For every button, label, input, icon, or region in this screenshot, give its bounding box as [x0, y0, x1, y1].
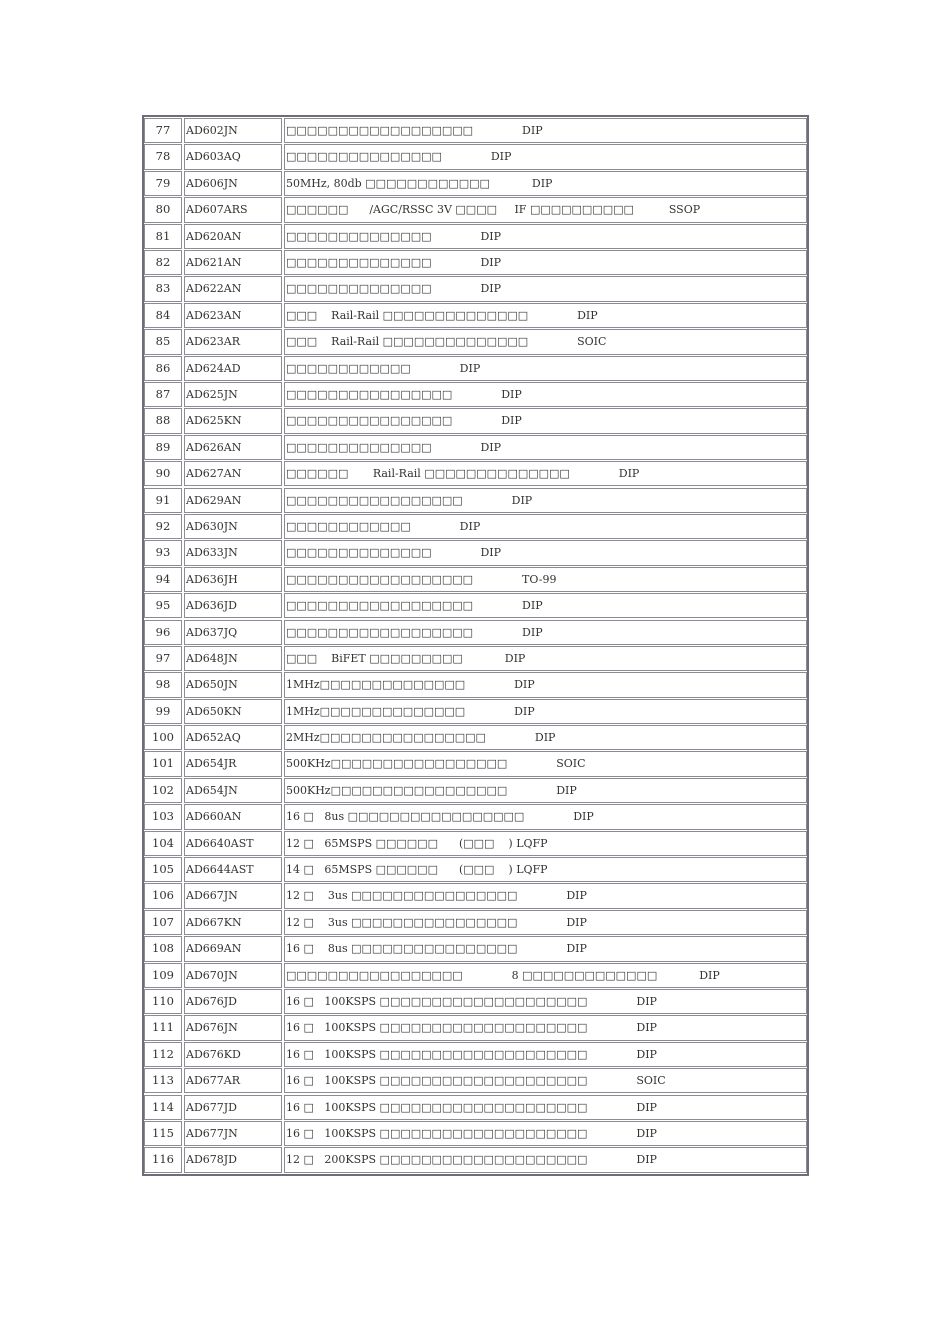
table-row: [144, 725, 807, 750]
part-description: □□□ BiFET □□□□□□□□□ DIP: [284, 646, 807, 671]
part-number: AD677JD: [184, 1095, 282, 1120]
part-description: 16 □ 100KSPS □□□□□□□□□□□□□□□□□□□□ DIP: [284, 1095, 807, 1120]
part-description: 12 □ 3us □□□□□□□□□□□□□□□□ DIP: [284, 910, 807, 935]
row-number: 107: [144, 910, 182, 935]
part-description: 14 □ 65MSPS □□□□□□ (□□□ ) LQFP: [284, 857, 807, 882]
part-number: AD630JN: [184, 514, 282, 539]
table-row: [144, 408, 807, 433]
row-number: 82: [144, 250, 182, 275]
table-row: [144, 883, 807, 908]
part-description: 1MHz□□□□□□□□□□□□□□ DIP: [284, 672, 807, 697]
row-number: 116: [144, 1147, 182, 1172]
part-description: □□□□□□□□□□□□□□□□□ DIP: [284, 488, 807, 513]
row-number: 80: [144, 197, 182, 222]
part-number: AD621AN: [184, 250, 282, 275]
table-row: [144, 1121, 807, 1146]
row-number: 100: [144, 725, 182, 750]
row-number: 89: [144, 435, 182, 460]
part-description: □□□□□□□□□□□□□□ DIP: [284, 435, 807, 460]
part-description: 50MHz, 80db □□□□□□□□□□□□ DIP: [284, 171, 807, 196]
row-number: 102: [144, 778, 182, 803]
row-number: 105: [144, 857, 182, 882]
table-row: [144, 699, 807, 724]
row-number: 78: [144, 144, 182, 169]
part-number: AD606JN: [184, 171, 282, 196]
table-row: [144, 963, 807, 988]
part-description: 12 □ 200KSPS □□□□□□□□□□□□□□□□□□□□ DIP: [284, 1147, 807, 1172]
part-number: AD6640AST: [184, 831, 282, 856]
part-description: 16 □ 100KSPS □□□□□□□□□□□□□□□□□□□□ SOIC: [284, 1068, 807, 1093]
part-number: AD602JN: [184, 118, 282, 143]
part-number: AD667JN: [184, 883, 282, 908]
row-number: 103: [144, 804, 182, 829]
table-row: [144, 329, 807, 354]
part-description: □□□□□□□□□□□□□□ DIP: [284, 250, 807, 275]
part-number: AD676JD: [184, 989, 282, 1014]
row-number: 109: [144, 963, 182, 988]
part-number: AD622AN: [184, 276, 282, 301]
table-row: [144, 171, 807, 196]
row-number: 101: [144, 751, 182, 776]
table-row: [144, 989, 807, 1014]
table-row: [144, 1095, 807, 1120]
table-row: [144, 197, 807, 222]
row-number: 114: [144, 1095, 182, 1120]
table-row: [144, 382, 807, 407]
part-number: AD6644AST: [184, 857, 282, 882]
row-number: 86: [144, 356, 182, 381]
table-row: [144, 488, 807, 513]
table-row: [144, 567, 807, 592]
row-number: 96: [144, 620, 182, 645]
part-description: 16 □ 100KSPS □□□□□□□□□□□□□□□□□□□□ DIP: [284, 1015, 807, 1040]
table-row: [144, 936, 807, 961]
part-number: AD636JH: [184, 567, 282, 592]
part-description: □□□□□□□□□□□□□□□□□□ DIP: [284, 593, 807, 618]
table-row: [144, 303, 807, 328]
table-row: [144, 144, 807, 169]
row-number: 95: [144, 593, 182, 618]
part-description: □□□□□□□□□□□□□□ DIP: [284, 540, 807, 565]
table-row: [144, 1015, 807, 1040]
table-row: [144, 593, 807, 618]
part-number: AD623AN: [184, 303, 282, 328]
part-number: AD625JN: [184, 382, 282, 407]
row-number: 90: [144, 461, 182, 486]
row-number: 112: [144, 1042, 182, 1067]
part-number: AD637JQ: [184, 620, 282, 645]
part-description: □□□□□□ /AGC/RSSC 3V □□□□ IF □□□□□□□□□□ SSOP: [284, 197, 807, 222]
table-row: [144, 804, 807, 829]
row-number: 97: [144, 646, 182, 671]
part-description: □□□□□□□□□□□□ DIP: [284, 514, 807, 539]
table-row: [144, 1068, 807, 1093]
part-description: □□□□□□□□□□□□□□□□□ 8 □□□□□□□□□□□□□ DIP: [284, 963, 807, 988]
row-number: 92: [144, 514, 182, 539]
part-description: □□□□□□ Rail-Rail □□□□□□□□□□□□□□ DIP: [284, 461, 807, 486]
row-number: 93: [144, 540, 182, 565]
row-number: 113: [144, 1068, 182, 1093]
table-row: [144, 857, 807, 882]
part-description: □□□□□□□□□□□□ DIP: [284, 356, 807, 381]
part-number: AD626AN: [184, 435, 282, 460]
part-number: AD627AN: [184, 461, 282, 486]
row-number: 91: [144, 488, 182, 513]
part-description: □□□□□□□□□□□□□□□ DIP: [284, 144, 807, 169]
part-number: AD654JR: [184, 751, 282, 776]
row-number: 88: [144, 408, 182, 433]
part-number: AD620AN: [184, 224, 282, 249]
part-description: 16 □ 100KSPS □□□□□□□□□□□□□□□□□□□□ DIP: [284, 1121, 807, 1146]
part-number: AD652AQ: [184, 725, 282, 750]
table-row: [144, 672, 807, 697]
row-number: 85: [144, 329, 182, 354]
part-number: AD678JD: [184, 1147, 282, 1172]
part-description: □□□□□□□□□□□□□□□□□□ TO-99: [284, 567, 807, 592]
part-description: 2MHz□□□□□□□□□□□□□□□□ DIP: [284, 725, 807, 750]
part-description: 16 □ 100KSPS □□□□□□□□□□□□□□□□□□□□ DIP: [284, 1042, 807, 1067]
part-number: AD633JN: [184, 540, 282, 565]
part-description: □□□□□□□□□□□□□□□□ DIP: [284, 382, 807, 407]
table-row: [144, 831, 807, 856]
table-row: [144, 435, 807, 460]
table-row: [144, 514, 807, 539]
table-row: [144, 356, 807, 381]
table-row: [144, 778, 807, 803]
part-number: AD676KD: [184, 1042, 282, 1067]
table-row: [144, 540, 807, 565]
part-number: AD624AD: [184, 356, 282, 381]
part-description: 500KHz□□□□□□□□□□□□□□□□□ DIP: [284, 778, 807, 803]
table-row: [144, 1147, 807, 1172]
parts-table: [142, 115, 809, 1176]
row-number: 111: [144, 1015, 182, 1040]
table-row: [144, 646, 807, 671]
table-row: [144, 250, 807, 275]
row-number: 87: [144, 382, 182, 407]
part-number: AD654JN: [184, 778, 282, 803]
row-number: 98: [144, 672, 182, 697]
part-number: AD625KN: [184, 408, 282, 433]
part-number: AD650KN: [184, 699, 282, 724]
part-description: 16 □ 8us □□□□□□□□□□□□□□□□ DIP: [284, 936, 807, 961]
part-number: AD629AN: [184, 488, 282, 513]
table-row: [144, 1042, 807, 1067]
table-row: [144, 461, 807, 486]
part-number: AD670JN: [184, 963, 282, 988]
part-description: □□□□□□□□□□□□□□□□□□ DIP: [284, 620, 807, 645]
row-number: 106: [144, 883, 182, 908]
part-number: AD636JD: [184, 593, 282, 618]
part-description: 16 □ 100KSPS □□□□□□□□□□□□□□□□□□□□ DIP: [284, 989, 807, 1014]
part-description: 16 □ 8us □□□□□□□□□□□□□□□□□ DIP: [284, 804, 807, 829]
part-number: AD623AR: [184, 329, 282, 354]
table-row: [144, 620, 807, 645]
part-description: □□□ Rail-Rail □□□□□□□□□□□□□□ SOIC: [284, 329, 807, 354]
row-number: 115: [144, 1121, 182, 1146]
row-number: 94: [144, 567, 182, 592]
row-number: 110: [144, 989, 182, 1014]
row-number: 81: [144, 224, 182, 249]
part-description: □□□□□□□□□□□□□□ DIP: [284, 224, 807, 249]
part-number: AD648JN: [184, 646, 282, 671]
table-row: [144, 224, 807, 249]
row-number: 79: [144, 171, 182, 196]
part-number: AD603AQ: [184, 144, 282, 169]
part-number: AD667KN: [184, 910, 282, 935]
table-row: [144, 118, 807, 143]
part-number: AD607ARS: [184, 197, 282, 222]
part-description: 1MHz□□□□□□□□□□□□□□ DIP: [284, 699, 807, 724]
part-description: □□□□□□□□□□□□□□□□ DIP: [284, 408, 807, 433]
part-number: AD677JN: [184, 1121, 282, 1146]
row-number: 84: [144, 303, 182, 328]
row-number: 99: [144, 699, 182, 724]
part-description: □□□ Rail-Rail □□□□□□□□□□□□□□ DIP: [284, 303, 807, 328]
part-description: □□□□□□□□□□□□□□ DIP: [284, 276, 807, 301]
row-number: 108: [144, 936, 182, 961]
part-description: 12 □ 3us □□□□□□□□□□□□□□□□ DIP: [284, 883, 807, 908]
part-number: AD650JN: [184, 672, 282, 697]
table-row: [144, 276, 807, 301]
part-description: 500KHz□□□□□□□□□□□□□□□□□ SOIC: [284, 751, 807, 776]
part-number: AD660AN: [184, 804, 282, 829]
part-description: □□□□□□□□□□□□□□□□□□ DIP: [284, 118, 807, 143]
part-description: 12 □ 65MSPS □□□□□□ (□□□ ) LQFP: [284, 831, 807, 856]
table-row: [144, 751, 807, 776]
row-number: 77: [144, 118, 182, 143]
part-number: AD676JN: [184, 1015, 282, 1040]
part-number: AD677AR: [184, 1068, 282, 1093]
table-row: [144, 910, 807, 935]
row-number: 83: [144, 276, 182, 301]
row-number: 104: [144, 831, 182, 856]
part-number: AD669AN: [184, 936, 282, 961]
